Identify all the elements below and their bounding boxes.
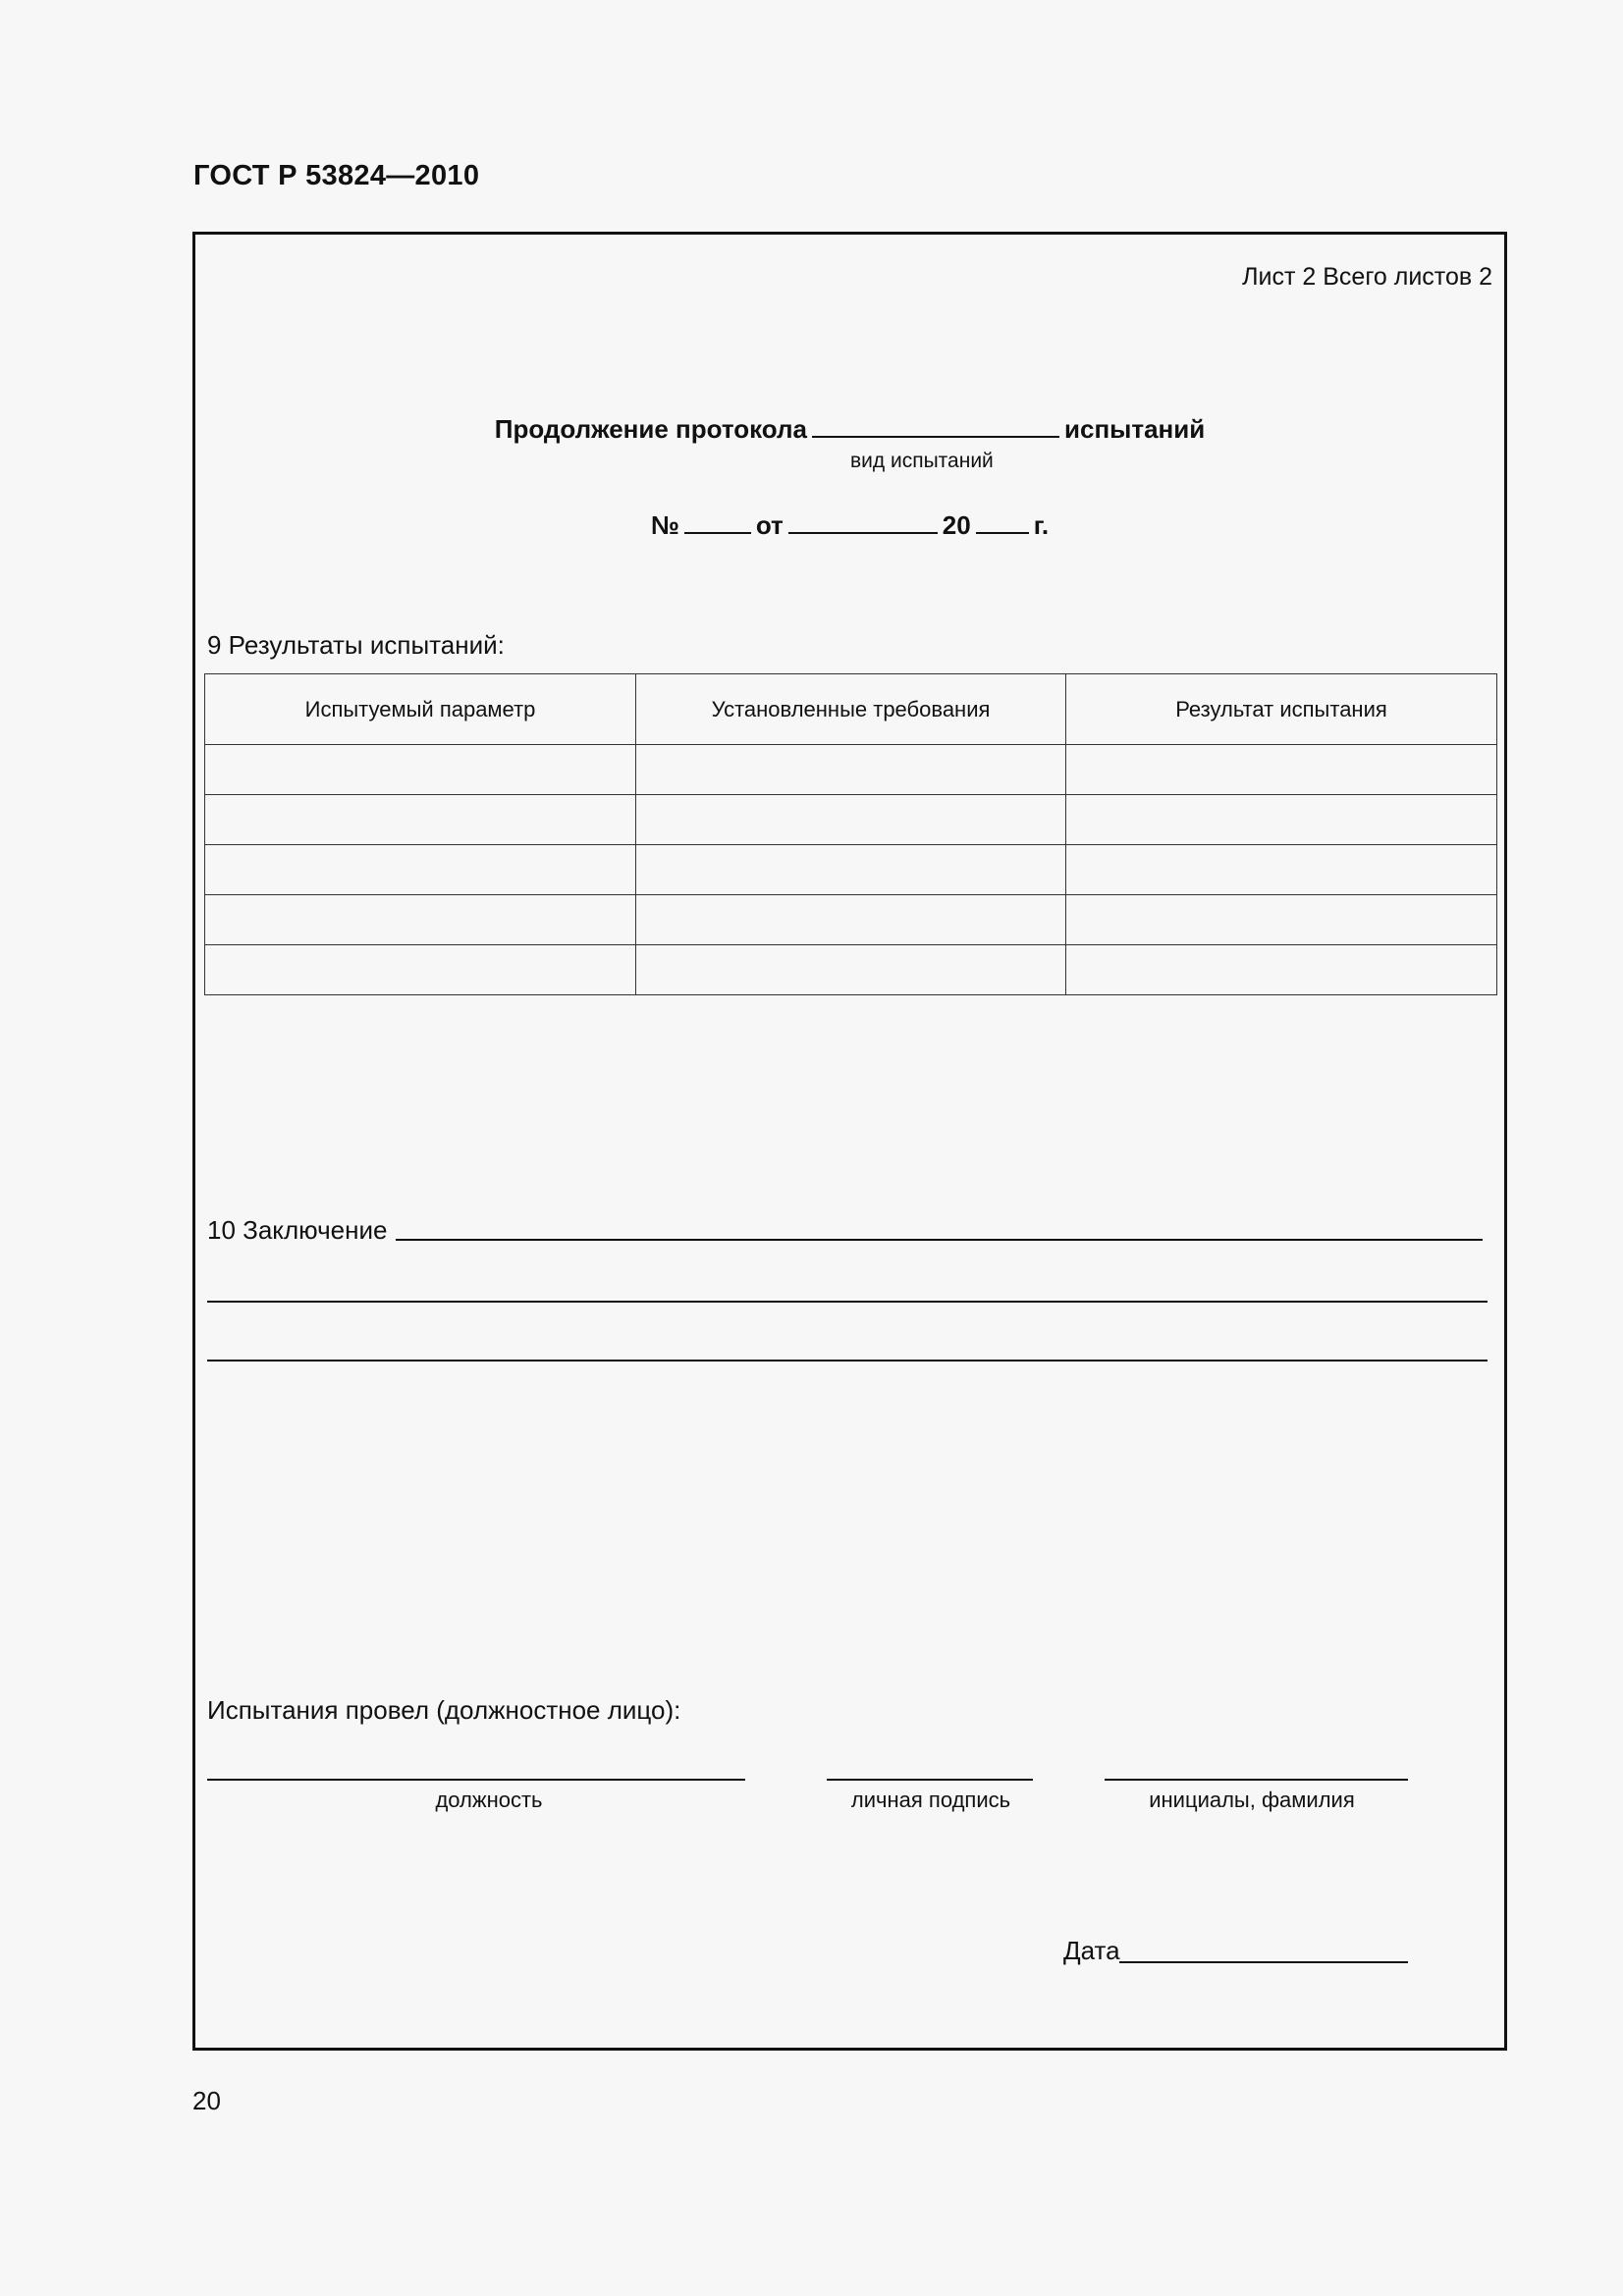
table-cell[interactable] (1066, 945, 1497, 995)
test-type-field[interactable] (812, 435, 1059, 438)
title-prefix: Продолжение протокола (494, 414, 808, 444)
table-header-row (205, 674, 1497, 745)
conclusion-line-2[interactable] (207, 1301, 1488, 1303)
column-header: Испытуемый параметр (205, 674, 636, 745)
test-type-sublabel: вид испытаний (850, 450, 994, 472)
table-cell[interactable] (1066, 895, 1497, 945)
column-header: Результат испытания (1066, 674, 1497, 745)
name-line[interactable] (1105, 1779, 1408, 1781)
table-cell[interactable] (636, 945, 1066, 995)
table-cell[interactable] (636, 895, 1066, 945)
table-cell[interactable] (1066, 845, 1497, 895)
protocol-date-field[interactable] (788, 531, 938, 534)
number-from: от (755, 510, 784, 540)
signature-line[interactable] (827, 1779, 1033, 1781)
title-suffix: испытаний (1064, 414, 1206, 444)
table-cell[interactable] (205, 945, 636, 995)
protocol-number-line (192, 510, 1507, 541)
position-line[interactable] (207, 1779, 745, 1781)
table-cell[interactable] (636, 745, 1066, 795)
table-row (205, 845, 1497, 895)
table-cell[interactable] (205, 745, 636, 795)
position-label: должность (435, 1788, 543, 1812)
table-cell[interactable] (205, 795, 636, 845)
conducted-by-label: Испытания провел (должностное лицо): (207, 1695, 681, 1725)
protocol-title (192, 414, 1507, 445)
table-cell[interactable] (636, 795, 1066, 845)
number-year: 20 (942, 510, 971, 540)
table-row (205, 795, 1497, 845)
column-header: Установленные требования (636, 674, 1066, 745)
protocol-number-field[interactable] (684, 531, 751, 534)
table-cell[interactable] (1066, 795, 1497, 845)
table-cell[interactable] (205, 845, 636, 895)
results-table (204, 673, 1497, 995)
conclusion-line-3[interactable] (207, 1360, 1488, 1362)
number-suffix: г. (1033, 510, 1050, 540)
name-label: инициалы, фамилия (1149, 1788, 1355, 1812)
sheet-info: Лист 2 Всего листов 2 (1242, 263, 1492, 291)
table-cell[interactable] (1066, 745, 1497, 795)
date-line[interactable] (1119, 1961, 1408, 1963)
number-prefix: № (650, 510, 679, 540)
section-10-title: 10 Заключение (207, 1215, 388, 1245)
signature-label: личная подпись (850, 1788, 1011, 1812)
protocol-year-field[interactable] (976, 531, 1029, 534)
standard-header: ГОСТ Р 53824—2010 (193, 160, 480, 191)
table-cell[interactable] (205, 895, 636, 945)
table-row (205, 945, 1497, 995)
date-label: Дата (1063, 1936, 1120, 1965)
section-9-title: 9 Результаты испытаний: (207, 630, 505, 660)
table-row (205, 745, 1497, 795)
table-row (205, 895, 1497, 945)
table-cell[interactable] (636, 845, 1066, 895)
conclusion-line-1[interactable] (396, 1239, 1483, 1241)
page-number: 20 (192, 2086, 221, 2115)
